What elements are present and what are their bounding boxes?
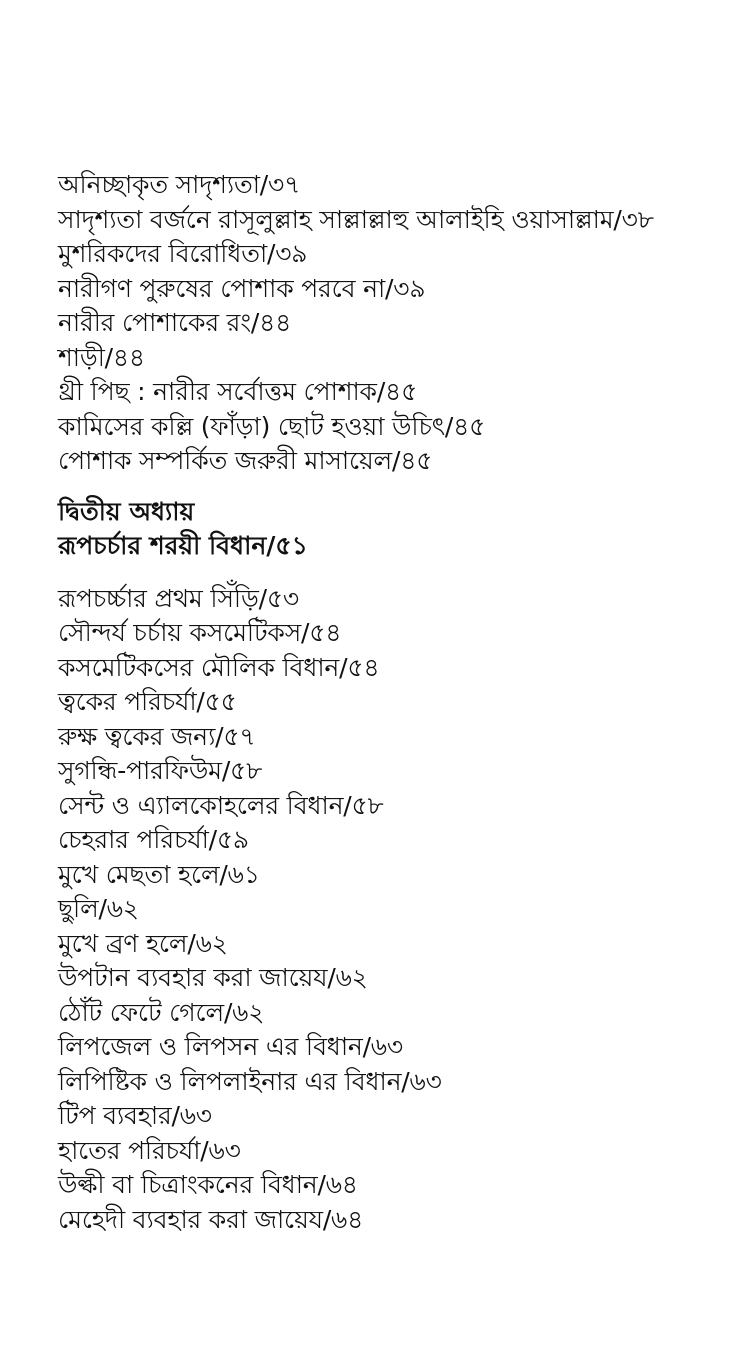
toc-entry: অনিচ্ছাকৃত সাদৃশ্যতা/৩৭ bbox=[58, 170, 301, 199]
chapter-heading bbox=[58, 495, 748, 564]
toc-entry: লিপজেল ও লিপসন এর বিধান/৬৩ bbox=[58, 1032, 403, 1061]
toc-entry: মেহেদী ব্যবহার করা জায়েয/৬৪ bbox=[58, 1204, 364, 1234]
toc-entry: উপটান ব্যবহার করা জায়েয/৬২ bbox=[58, 963, 368, 992]
toc-entry: পোশাক সম্পর্কিত জরুরী মাসায়েল/৪৫ bbox=[58, 446, 433, 475]
toc-entry: কসমেটিকসের মৌলিক বিধান/৫৪ bbox=[58, 652, 380, 682]
toc-entry: নারীগণ পুরুষের পোশাক পরবে না/৩৯ bbox=[58, 273, 426, 303]
toc-entry: মুখে মেছতা হলে/৬১ bbox=[58, 859, 260, 889]
toc-entry: রুক্ষ ত্বকের জন্য/৫৭ bbox=[58, 721, 256, 751]
table-of-contents bbox=[58, 168, 748, 1237]
toc-entry: সেন্ট ও এ্যালকোহলের বিধান/৫৮ bbox=[58, 790, 384, 820]
toc-entry: ত্বকের পরিচর্যা/৫৫ bbox=[58, 687, 237, 716]
toc-section-one bbox=[58, 168, 748, 479]
chapter-label: দ্বিতীয় অধ্যায় bbox=[58, 496, 195, 526]
toc-entry: থ্রী পিছ : নারীর সর্বোত্তম পোশাক/৪৫ bbox=[58, 377, 418, 406]
toc-entry: ছুলি/৬২ bbox=[58, 894, 139, 923]
toc-entry: শাড়ী/৪৪ bbox=[58, 342, 145, 372]
toc-entry: সৌন্দর্য চর্চায় কসমেটিকস/৫৪ bbox=[58, 618, 342, 647]
toc-entry: সাদৃশ্যতা বর্জনে রাসূলুল্লাহ সাল্লাল্লাহু আলাইহি ওয়াসাল্লাম/৩৮ bbox=[58, 204, 654, 234]
toc-entry: সুগন্ধি-পারফিউম/৫৮ bbox=[58, 756, 263, 785]
chapter-title: রূপচর্চার শরয়ী বিধান/৫১ bbox=[58, 531, 308, 560]
toc-entry: চেহরার পরিচর্যা/৫৯ bbox=[58, 825, 249, 854]
toc-entry: নারীর পোশাকের রং/৪৪ bbox=[58, 308, 292, 337]
toc-entry: টিপ ব্যবহার/৬৩ bbox=[58, 1101, 212, 1130]
toc-entry: উল্কী বা চিত্রাংকনের বিধান/৬৪ bbox=[58, 1170, 358, 1199]
toc-entry: মুখে ব্রণ হলে/৬২ bbox=[58, 928, 228, 958]
toc-entry: রূপচর্চ্চার প্রথম সিঁড়ি/৫৩ bbox=[58, 583, 299, 613]
toc-entry: কামিসের কল্লি (ফাঁড়া) ছোট হওয়া উচিৎ/৪৫ bbox=[58, 411, 486, 441]
toc-entry: ঠোঁট ফেটে গেলে/৬২ bbox=[58, 997, 265, 1027]
toc-section-two bbox=[58, 582, 748, 1238]
toc-entry: লিপিষ্টিক ও লিপলাইনার এর বিধান/৬৩ bbox=[58, 1066, 442, 1096]
toc-entry: মুশরিকদের বিরোধিতা/৩৯ bbox=[58, 239, 308, 268]
toc-entry: হাতের পরিচর্যা/৬৩ bbox=[58, 1135, 241, 1165]
